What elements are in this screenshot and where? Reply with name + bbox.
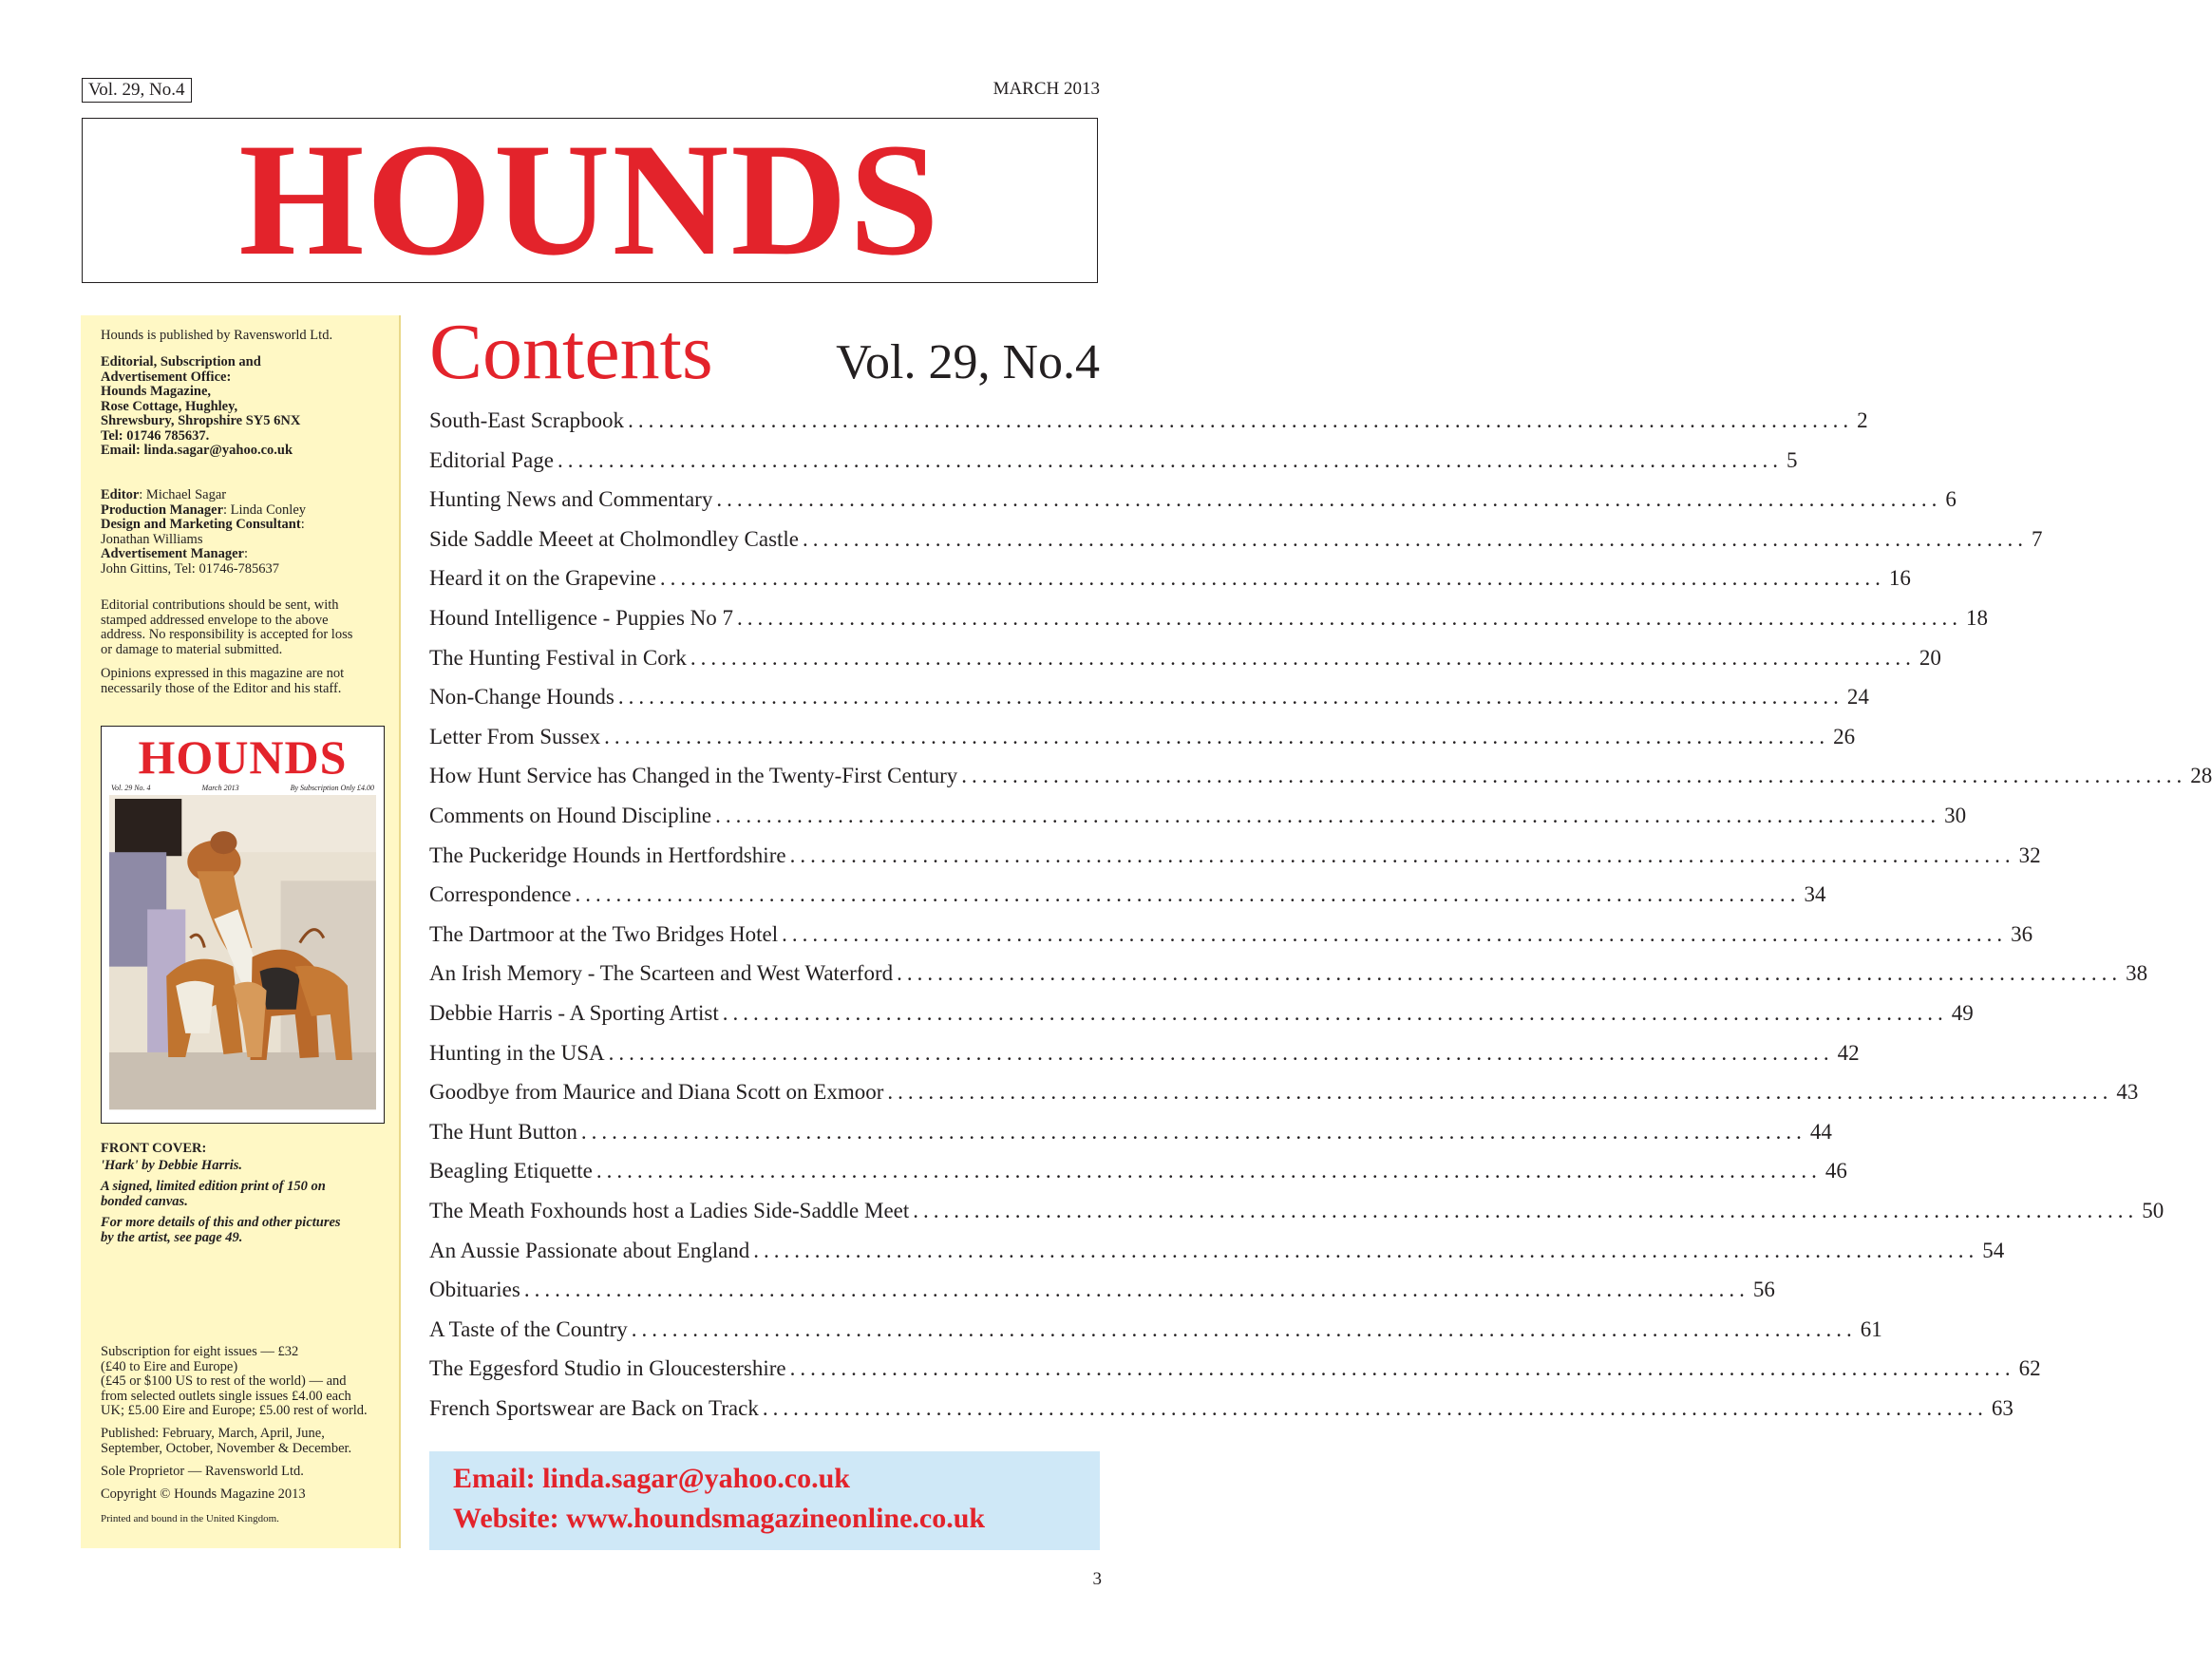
toc-item[interactable] bbox=[429, 604, 1989, 633]
front-cover-details-line: For more details of this and other pictures bbox=[101, 1215, 341, 1230]
toc-leader-dots: ........................................................................................................................ bbox=[737, 606, 1963, 630]
toc-item[interactable] bbox=[429, 959, 2148, 988]
office-line: Tel: 01746 785637. bbox=[101, 427, 210, 444]
toc-leader-dots: ........................................................................................................................ bbox=[631, 1317, 1857, 1341]
contact-email[interactable]: Email: linda.sagar@yahoo.co.uk bbox=[453, 1463, 850, 1494]
front-cover-details-line: by the artist, see page 49. bbox=[101, 1229, 243, 1245]
toc-item[interactable] bbox=[429, 407, 1868, 435]
toc-item-page: 63 bbox=[1991, 1396, 2013, 1420]
toc-item-title: Debbie Harris - A Sporting Artist bbox=[429, 1001, 719, 1025]
cover-thumbnail bbox=[101, 726, 385, 1124]
cover-price: By Subscription Only £4.00 bbox=[290, 784, 374, 792]
toc-item-page: 43 bbox=[2116, 1080, 2139, 1104]
staff-list bbox=[101, 488, 386, 577]
toc-item-title: The Hunting Festival in Cork bbox=[429, 646, 687, 670]
toc-leader-dots: ........................................................................................................................ bbox=[617, 685, 1843, 709]
subscription-line: Subscription for eight issues — £32 bbox=[101, 1344, 299, 1359]
subscription-line: UK; £5.00 Eire and Europe; £5.00 rest of world. bbox=[101, 1403, 368, 1418]
toc-leader-dots: ........................................................................................................................ bbox=[753, 1239, 1979, 1262]
toc-leader-dots: ........................................................................................................................ bbox=[659, 566, 1885, 590]
subscription-line: from selected outlets single issues £4.00 each bbox=[101, 1388, 351, 1404]
toc-item[interactable] bbox=[429, 880, 1826, 909]
toc-item-page: 38 bbox=[2126, 961, 2148, 985]
toc-item-page: 44 bbox=[1809, 1120, 1832, 1144]
toc-item[interactable] bbox=[429, 1237, 2005, 1265]
toc-leader-dots: ........................................................................................................................ bbox=[557, 448, 1783, 472]
toc-leader-dots: ........................................................................................................................ bbox=[961, 764, 2187, 787]
editorial-note-line: address. No responsibility is accepted for loss bbox=[101, 627, 353, 642]
toc-item[interactable] bbox=[429, 644, 1941, 672]
toc-item-page: 46 bbox=[1824, 1159, 1847, 1183]
advert-label: Advertisement Manager bbox=[101, 546, 244, 561]
toc-item-title: Goodbye from Maurice and Diana Scott on Exmoor bbox=[429, 1080, 884, 1104]
toc-item-page: 24 bbox=[1846, 685, 1869, 709]
toc-item-title: Comments on Hound Discipline bbox=[429, 804, 712, 827]
production-name: : Linda Conley bbox=[223, 502, 307, 518]
toc-item[interactable] bbox=[429, 842, 2041, 870]
editorial-note-line: Editorial contributions should be sent, with bbox=[101, 597, 339, 613]
toc-item-title: An Aussie Passionate about England bbox=[429, 1239, 750, 1262]
office-line: Rose Cottage, Hughley, bbox=[101, 398, 238, 414]
toc-item-title: Hunting News and Commentary bbox=[429, 487, 713, 511]
editorial-note-line: stamped addressed envelope to the above bbox=[101, 612, 329, 628]
toc-leader-dots: ........................................................................................................................ bbox=[715, 804, 1941, 827]
toc-item-page: 18 bbox=[1966, 606, 1989, 630]
office-line: Editorial, Subscription and bbox=[101, 354, 261, 369]
cover-painting bbox=[109, 795, 376, 1109]
toc-item-page: 26 bbox=[1833, 725, 1856, 748]
toc-item-page: 56 bbox=[1752, 1278, 1775, 1301]
toc-item-page: 42 bbox=[1837, 1041, 1860, 1065]
contents-title: Contents bbox=[429, 308, 713, 396]
toc-item-title: An Irish Memory - The Scarteen and West Waterford bbox=[429, 961, 894, 985]
advert-name: John Gittins, Tel: 01746-785637 bbox=[101, 560, 280, 577]
toc-item[interactable] bbox=[429, 446, 1798, 475]
toc-item-title: The Puckeridge Hounds in Hertfordshire bbox=[429, 843, 786, 867]
toc-item-page: 7 bbox=[2032, 527, 2043, 551]
toc-item-title: Hunting in the USA bbox=[429, 1041, 605, 1065]
toc-item-title: Hound Intelligence - Puppies No 7 bbox=[429, 606, 734, 630]
publisher-note: Hounds is published by Ravensworld Ltd. bbox=[101, 328, 333, 343]
toc-item-page: 30 bbox=[1944, 804, 1967, 827]
subscription-note bbox=[101, 1345, 386, 1419]
toc-leader-dots: ........................................................................................................................ bbox=[604, 725, 1830, 748]
cover-title: HOUNDS bbox=[138, 730, 348, 784]
toc-item[interactable] bbox=[429, 999, 1974, 1028]
toc-item[interactable] bbox=[429, 1039, 1860, 1068]
opinions-note bbox=[101, 667, 386, 696]
design-colon: : bbox=[300, 517, 305, 532]
office-address bbox=[101, 355, 386, 459]
toc-item[interactable] bbox=[429, 802, 1967, 830]
toc-leader-dots: ........................................................................................................................ bbox=[897, 961, 2123, 985]
toc-item-page: 62 bbox=[2018, 1356, 2041, 1380]
printed-note: Printed and bound in the United Kingdom. bbox=[101, 1513, 279, 1524]
toc-item-title: How Hunt Service has Changed in the Twenty-First Century bbox=[429, 764, 958, 787]
toc-item-page: 5 bbox=[1786, 448, 1798, 472]
toc-item-page: 61 bbox=[1860, 1317, 1882, 1341]
toc-leader-dots: ........................................................................................................................ bbox=[628, 408, 1854, 432]
toc-item-page: 49 bbox=[1951, 1001, 1974, 1025]
published-note bbox=[101, 1427, 386, 1456]
toc-leader-dots: ........................................................................................................................ bbox=[523, 1278, 1749, 1301]
toc-item-title: Editorial Page bbox=[429, 448, 554, 472]
toc-item-title: Obituaries bbox=[429, 1278, 520, 1301]
toc-leader-dots: ........................................................................................................................ bbox=[887, 1080, 2113, 1104]
toc-leader-dots: ........................................................................................................................ bbox=[596, 1159, 1822, 1183]
published-line: September, October, November & December. bbox=[101, 1440, 352, 1456]
toc-item-title: Non-Change Hounds bbox=[429, 685, 614, 709]
toc-item[interactable] bbox=[429, 1157, 1847, 1185]
toc-item-title: The Hunt Button bbox=[429, 1120, 577, 1144]
toc-item-title: Side Saddle Meeet at Cholmondley Castle bbox=[429, 527, 800, 551]
toc-item-title: Heard it on the Grapevine bbox=[429, 566, 656, 590]
toc-item[interactable] bbox=[429, 485, 1957, 514]
issue-date: MARCH 2013 bbox=[993, 79, 1100, 99]
toc-leader-dots: ........................................................................................................................ bbox=[803, 527, 2029, 551]
front-cover-heading: FRONT COVER: bbox=[101, 1141, 207, 1156]
toc-leader-dots: ........................................................................................................................ bbox=[913, 1199, 2139, 1222]
editor-label: Editor bbox=[101, 487, 140, 502]
toc-item[interactable] bbox=[429, 1354, 2041, 1383]
design-label: Design and Marketing Consultant bbox=[101, 517, 301, 532]
toc-item[interactable] bbox=[429, 683, 1869, 711]
volume-box: Vol. 29, No.4 bbox=[82, 78, 192, 103]
toc-item[interactable] bbox=[429, 1078, 2139, 1107]
front-cover-print bbox=[101, 1180, 386, 1209]
toc-item-title: Beagling Etiquette bbox=[429, 1159, 593, 1183]
toc-item-page: 54 bbox=[1982, 1239, 2005, 1262]
front-cover-details bbox=[101, 1216, 386, 1245]
toc-item-title: South-East Scrapbook bbox=[429, 408, 625, 432]
toc-item-page: 50 bbox=[2142, 1199, 2165, 1222]
toc-item-page: 34 bbox=[1804, 882, 1826, 906]
toc-leader-dots: ........................................................................................................................ bbox=[789, 1356, 2015, 1380]
toc-item[interactable] bbox=[429, 1118, 1832, 1146]
toc-leader-dots: ........................................................................................................................ bbox=[762, 1396, 1988, 1420]
toc-item-title: The Dartmoor at the Two Bridges Hotel bbox=[429, 922, 779, 946]
masthead bbox=[82, 110, 1098, 289]
contents-volume: Vol. 29, No.4 bbox=[836, 335, 1100, 389]
toc-item-title: Letter From Sussex bbox=[429, 725, 601, 748]
copyright-note: Copyright © Hounds Magazine 2013 bbox=[101, 1486, 306, 1502]
toc-item[interactable] bbox=[429, 723, 1856, 751]
toc-item-title: The Eggesford Studio in Gloucestershire bbox=[429, 1356, 786, 1380]
office-line: Shrewsbury, Shropshire SY5 6NX bbox=[101, 413, 301, 428]
toc-leader-dots: ........................................................................................................................ bbox=[782, 922, 2008, 946]
contact-box bbox=[429, 1451, 1100, 1550]
subscription-line: (£45 or $100 US to rest of the world) — and bbox=[101, 1373, 347, 1389]
toc-item-page: 20 bbox=[1919, 646, 1941, 670]
toc-leader-dots: ........................................................................................................................ bbox=[722, 1001, 1948, 1025]
front-cover-artwork: 'Hark' by Debbie Harris. bbox=[101, 1158, 243, 1173]
toc-item-page: 36 bbox=[2011, 922, 2033, 946]
front-cover-print-line: bonded canvas. bbox=[101, 1193, 188, 1209]
editor-name: : Michael Sagar bbox=[139, 487, 227, 502]
cover-vol: Vol. 29 No. 4 bbox=[111, 784, 151, 792]
toc-item-page: 28 bbox=[2190, 764, 2212, 787]
toc-item-title: A Taste of the Country bbox=[429, 1317, 628, 1341]
editorial-note bbox=[101, 598, 386, 657]
advert-colon: : bbox=[244, 546, 249, 561]
published-line: Published: February, March, April, June, bbox=[101, 1426, 325, 1441]
toc-item[interactable] bbox=[429, 525, 2043, 554]
office-line: Email: linda.sagar@yahoo.co.uk bbox=[101, 443, 293, 458]
office-line: Advertisement Office: bbox=[101, 369, 232, 385]
toc-item-title: French Sportswear are Back on Track bbox=[429, 1396, 759, 1420]
cover-info-strip bbox=[111, 784, 374, 795]
toc-item[interactable] bbox=[429, 1316, 1882, 1344]
toc-item[interactable] bbox=[429, 920, 2033, 949]
production-label: Production Manager bbox=[101, 502, 224, 518]
toc-item[interactable] bbox=[429, 762, 2212, 790]
toc-item-title: The Meath Foxhounds host a Ladies Side-Saddle Meet bbox=[429, 1199, 910, 1222]
toc-item-page: 2 bbox=[1857, 408, 1868, 432]
toc-leader-dots: ........................................................................................................................ bbox=[789, 843, 2015, 867]
opinions-note-line: Opinions expressed in this magazine are not bbox=[101, 666, 345, 681]
editorial-note-line: or damage to material submitted. bbox=[101, 641, 283, 657]
toc-leader-dots: ........................................................................................................................ bbox=[575, 882, 1801, 906]
contact-website[interactable]: Website: www.houndsmagazineonline.co.uk bbox=[453, 1503, 986, 1534]
proprietor-note: Sole Proprietor — Ravensworld Ltd. bbox=[101, 1464, 304, 1479]
toc-item[interactable] bbox=[429, 1276, 1775, 1304]
toc-item[interactable] bbox=[429, 1197, 2165, 1225]
toc-item[interactable] bbox=[429, 1394, 2013, 1423]
toc-item-page: 6 bbox=[1945, 487, 1957, 511]
toc-leader-dots: ........................................................................................................................ bbox=[690, 646, 1916, 670]
cover-date: March 2013 bbox=[201, 784, 239, 792]
opinions-note-line: necessarily those of the Editor and his staff. bbox=[101, 680, 342, 696]
toc-leader-dots: ........................................................................................................................ bbox=[608, 1041, 1834, 1065]
masthead-title: HOUNDS bbox=[238, 110, 941, 289]
office-line: Hounds Magazine, bbox=[101, 384, 212, 399]
toc-item-page: 16 bbox=[1888, 566, 1911, 590]
toc-item-title: Correspondence bbox=[429, 882, 572, 906]
front-cover-print-line: A signed, limited edition print of 150 on bbox=[101, 1179, 326, 1194]
sidebar bbox=[81, 315, 401, 1548]
toc-item[interactable] bbox=[429, 564, 1911, 593]
toc-item-page: 32 bbox=[2018, 843, 2041, 867]
toc-leader-dots: ........................................................................................................................ bbox=[716, 487, 1942, 511]
design-name: Jonathan Williams bbox=[101, 531, 203, 547]
toc-leader-dots: ........................................................................................................................ bbox=[580, 1120, 1806, 1144]
page-number: 3 bbox=[1092, 1569, 1102, 1589]
subscription-line: (£40 to Eire and Europe) bbox=[101, 1358, 238, 1374]
